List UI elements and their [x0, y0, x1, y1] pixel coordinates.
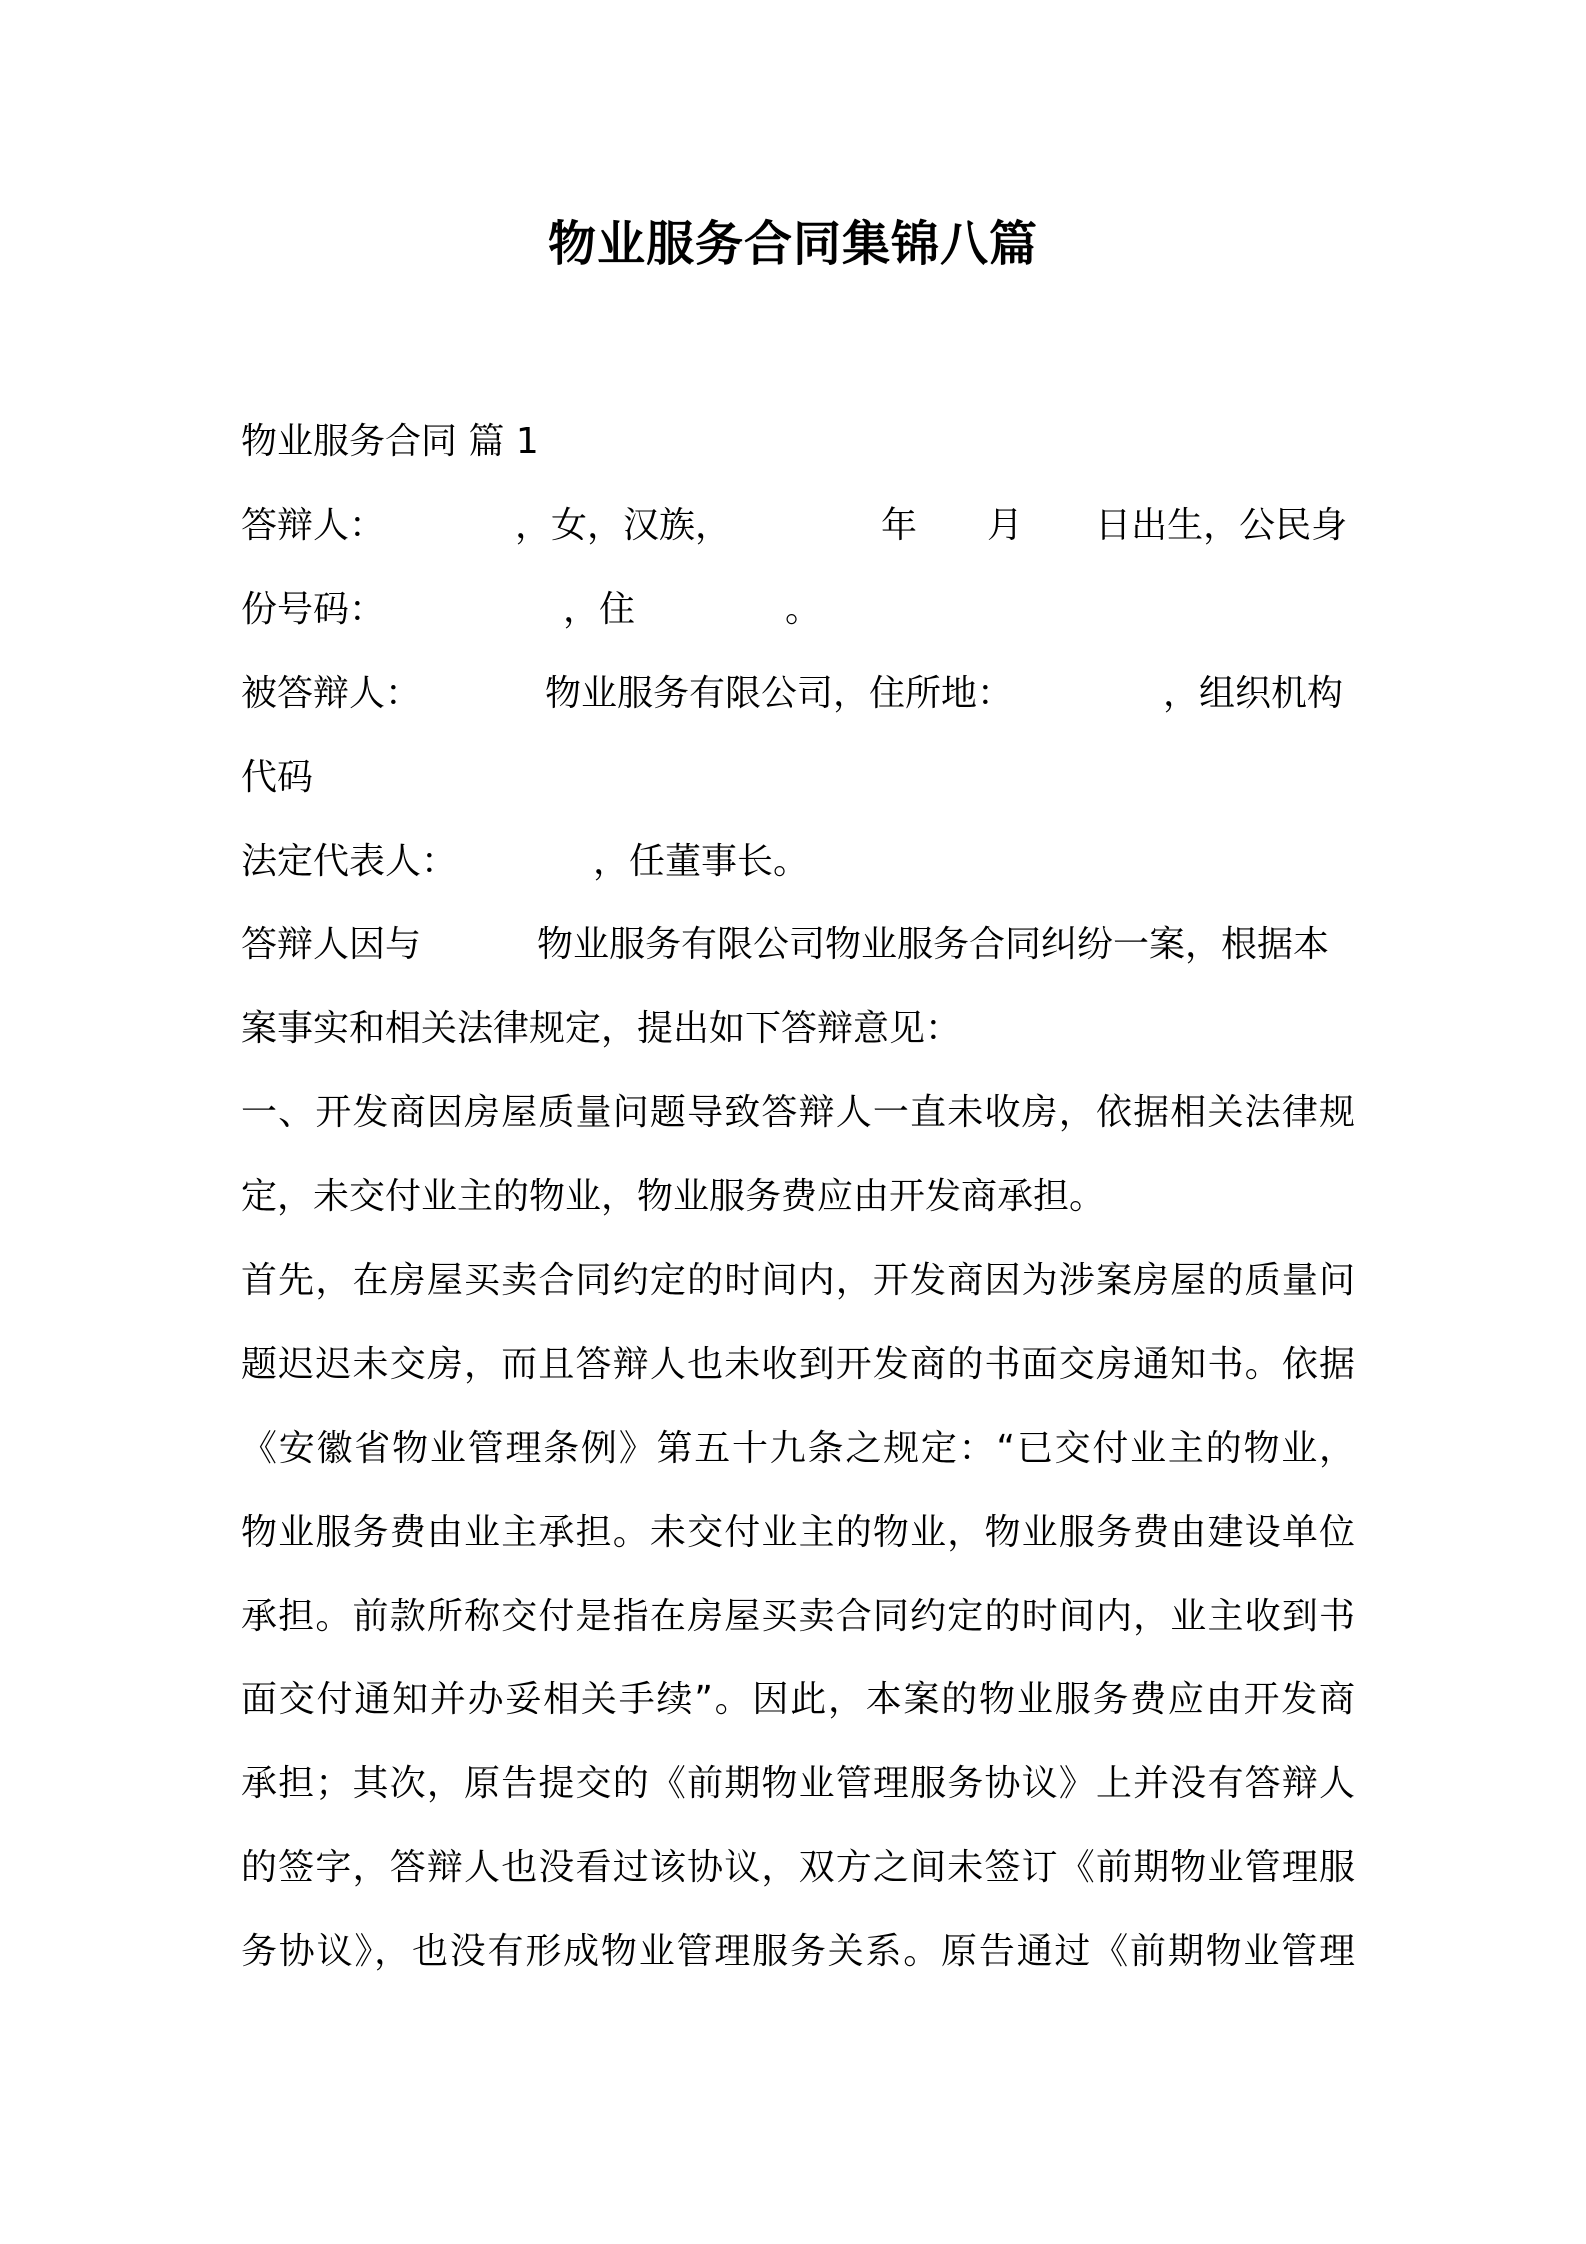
- respondent-birth-id: 日出生，公民身: [1095, 505, 1348, 546]
- point1-line-2: 定，未交付业主的物业，物业服务费应由开发商承担。: [241, 1176, 1106, 1217]
- legal-rep-line: [241, 836, 1355, 888]
- legal-rep-role: ，任董事长。: [593, 841, 810, 882]
- point1-line-1: 一、开发商因房屋质量问题导致答辩人一直未收房，依据相关法律规: [241, 1092, 1355, 1133]
- respondent-month: 月: [987, 505, 1024, 546]
- body-line: 物业服务费由业主承担。未交付业主的物业，物业服务费由建设单位: [241, 1512, 1355, 1553]
- id-number-label: 份号码：: [241, 589, 386, 630]
- intro-line-1: [241, 919, 1355, 971]
- body-line: 首先，在房屋买卖合同约定的时间内，开发商因为涉案房屋的质量问: [241, 1260, 1355, 1301]
- body-line: 承担；其次，原告提交的《前期物业管理服务协议》上并没有答辩人: [241, 1763, 1355, 1804]
- intro-line-2: 案事实和相关法律规定，提出如下答辩意见：: [241, 1008, 962, 1049]
- respondee-line: [241, 668, 1355, 720]
- respondent-label: 答辩人：: [241, 505, 386, 546]
- intro-rest: 物业服务有限公司物业服务合同纠纷一案，根据本: [537, 924, 1330, 965]
- respondee-label: 被答辩人：: [241, 673, 422, 714]
- org-code-line: 代码: [241, 757, 314, 798]
- body-line: 《安徽省物业管理条例》第五十九条之规定：“已交付业主的物业，: [241, 1428, 1355, 1469]
- body-line: 的签字，答辩人也没看过该协议，双方之间未签订《前期物业管理服: [241, 1847, 1355, 1888]
- residence-end: 。: [785, 589, 822, 630]
- respondee-company: 物业服务有限公司，住所地：: [545, 673, 1014, 714]
- legal-rep-label: 法定代表人：: [241, 841, 458, 882]
- document-title: 物业服务合同集锦八篇: [547, 216, 1038, 272]
- respondent-gender-ethnicity: ，女，汉族，: [515, 505, 732, 546]
- respondent-year: 年: [881, 505, 918, 546]
- body-line: 承担。前款所称交付是指在房屋买卖合同约定的时间内，业主收到书: [241, 1596, 1355, 1637]
- body-line: 题迟迟未交房，而且答辩人也未收到开发商的书面交房通知书。依据: [241, 1344, 1355, 1385]
- respondent-id-line: [241, 584, 1355, 636]
- respondent-line: [241, 500, 1355, 552]
- body-line: 务协议》，也没有形成物业管理服务关系。原告通过《前期物业管理: [241, 1931, 1355, 1972]
- respondee-org-code: ，组织机构: [1163, 673, 1344, 714]
- section-heading: 物业服务合同 篇 1: [241, 421, 539, 462]
- intro-start: 答辩人因与: [241, 924, 422, 965]
- body-line: 面交付通知并办妥相关手续”。因此，本案的物业服务费应由开发商: [241, 1679, 1355, 1720]
- residence-label: ，住: [563, 589, 636, 630]
